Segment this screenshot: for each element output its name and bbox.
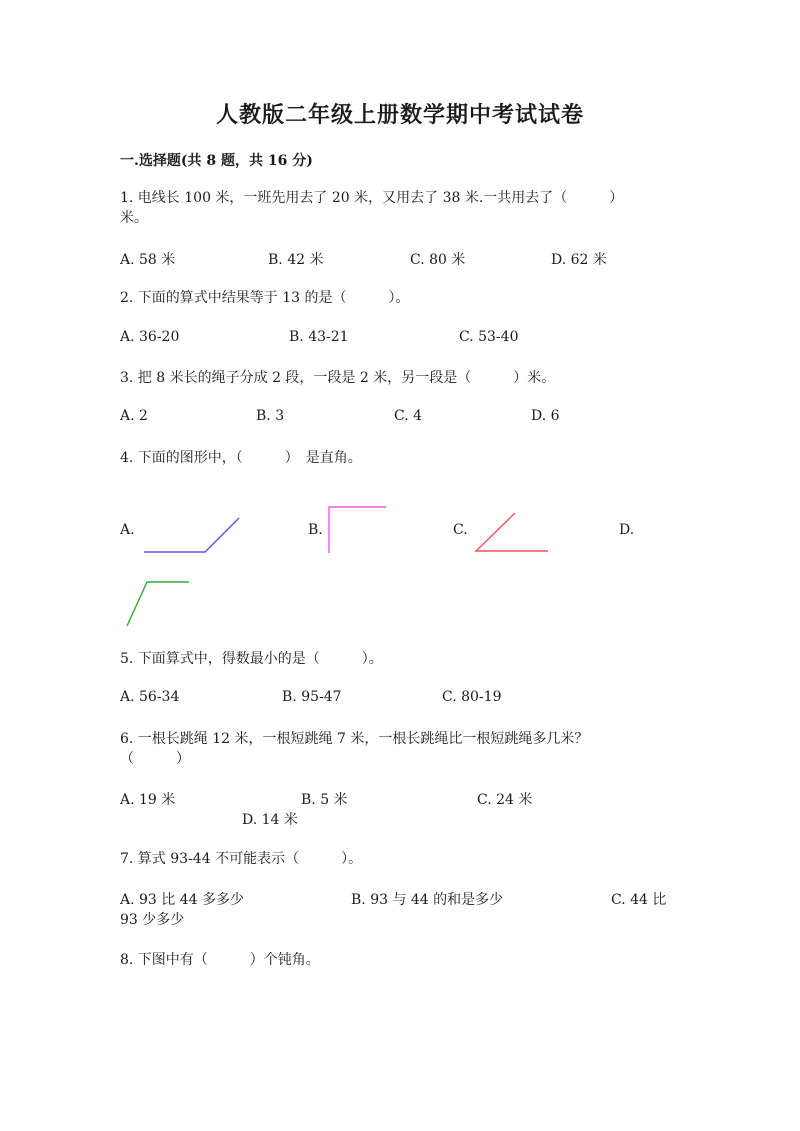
- q6-option-a[interactable]: A. 19 米: [120, 792, 176, 808]
- question-2-text: 2. 下面的算式中结果等于 13 的是（ ）。: [120, 290, 410, 306]
- q4-option-a[interactable]: A.: [120, 522, 135, 538]
- q7-option-c[interactable]: C. 44 比: [611, 892, 667, 908]
- q5-option-a[interactable]: A. 56-34: [120, 689, 180, 705]
- question-8-text: 8. 下图中有（ ）个钝角。: [120, 952, 320, 968]
- question-4-text: 4. 下面的图形中，（ ） 是直角。: [120, 450, 362, 466]
- angle-figure-b: [326, 505, 390, 557]
- q3-option-a[interactable]: A. 2: [120, 408, 148, 424]
- q1-option-d[interactable]: D. 62 米: [551, 252, 607, 268]
- question-5-text: 5. 下面算式中，得数最小的是（ ）。: [120, 651, 383, 667]
- angle-b-lines: [329, 507, 386, 553]
- exam-title: 人教版二年级上册数学期中考试试卷: [215, 102, 584, 128]
- q2-option-b[interactable]: B. 43-21: [289, 329, 349, 345]
- q5-option-c[interactable]: C. 80-19: [442, 689, 502, 705]
- q3-option-b[interactable]: B. 3: [256, 408, 285, 424]
- q1-option-b[interactable]: B. 42 米: [268, 252, 324, 268]
- q6-option-c[interactable]: C. 24 米: [477, 792, 533, 808]
- angle-figure-d: [123, 579, 193, 629]
- question-1-text-cont: 米。: [120, 210, 148, 226]
- q6-option-d[interactable]: D. 14 米: [242, 812, 298, 828]
- q2-option-c[interactable]: C. 53-40: [459, 329, 519, 345]
- q3-option-c[interactable]: C. 4: [394, 408, 423, 424]
- q1-option-c[interactable]: C. 80 米: [410, 252, 466, 268]
- q7-option-b[interactable]: B. 93 与 44 的和是多少: [351, 892, 504, 908]
- section-heading: 一.选择题(共 8 题，共 16 分): [120, 153, 313, 169]
- angle-d-lines: [127, 582, 189, 626]
- q4-option-b[interactable]: B.: [308, 522, 323, 538]
- question-6-text: 6. 一根长跳绳 12 米，一根短跳绳 7 米，一根长跳绳比一根短跳绳多几米？: [120, 731, 589, 747]
- question-6-text-cont: （ ）: [120, 751, 190, 767]
- q1-option-a[interactable]: A. 58 米: [120, 252, 176, 268]
- angle-c-lines: [476, 513, 548, 551]
- angle-figure-a: [140, 515, 244, 557]
- question-3-text: 3. 把 8 米长的绳子分成 2 段，一段是 2 米，另一段是（ ）米。: [120, 370, 556, 386]
- q5-option-b[interactable]: B. 95-47: [282, 689, 342, 705]
- q4-option-c[interactable]: C.: [453, 522, 468, 538]
- question-7-text: 7. 算式 93-44 不可能表示（ ）。: [120, 851, 363, 867]
- q2-option-a[interactable]: A. 36-20: [120, 329, 180, 345]
- q7-option-a[interactable]: A. 93 比 44 多多少: [120, 892, 244, 908]
- question-1-text: 1. 电线长 100 米，一班先用去了 20 米，又用去了 38 米.一共用去了（ ）: [120, 190, 624, 206]
- q4-option-d[interactable]: D.: [619, 522, 635, 538]
- angle-figure-c: [472, 510, 552, 556]
- q7-option-c-cont: 93 少多少: [120, 912, 185, 928]
- angle-a-lines: [144, 518, 239, 552]
- q6-option-b[interactable]: B. 5 米: [301, 792, 348, 808]
- q3-option-d[interactable]: D. 6: [531, 408, 560, 424]
